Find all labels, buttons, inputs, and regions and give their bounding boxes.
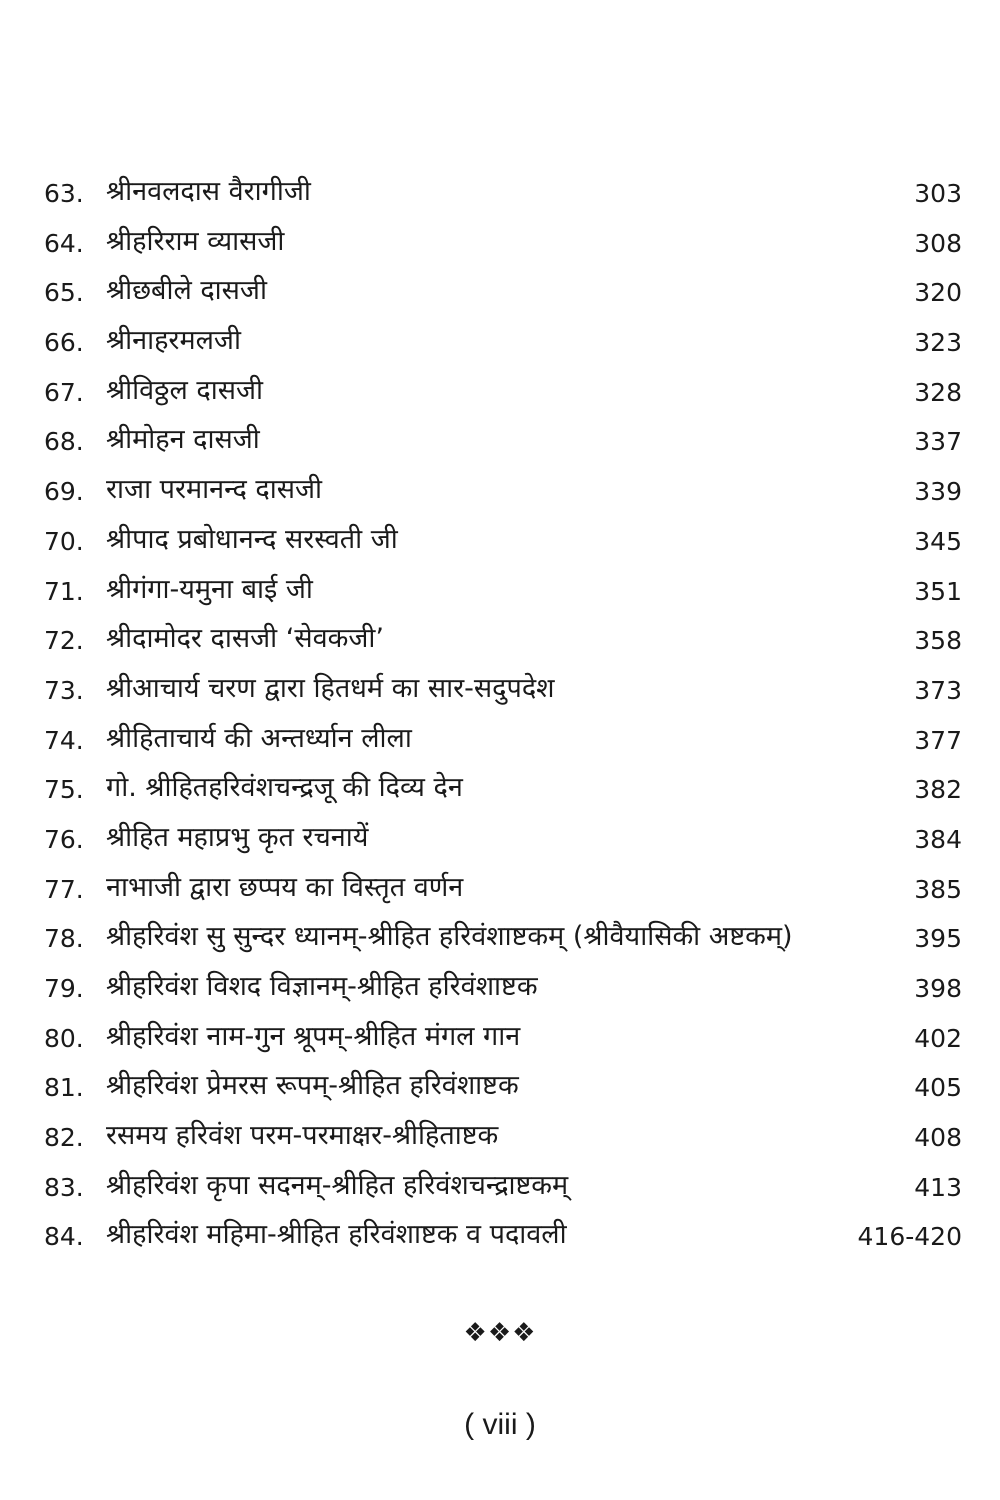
toc-entry-number: 68. [44,427,84,457]
toc-entry [0,768,1000,818]
toc-entry-page: 339 [914,477,962,507]
toc-entry-title: श्रीहरिवंश कृपा सदनम्-श्रीहित हरिवंशचन्द्राष्टकम् [106,1169,569,1201]
toc-entry-page: 308 [914,228,962,258]
toc-entry-page: 337 [914,427,962,457]
toc-entry [0,818,1000,868]
toc-entry-page: 405 [914,1073,962,1103]
toc-entry-title: श्रीहित महाप्रभु कृत रचनायें [106,821,369,853]
toc-entry-title: श्रीहरिवंश प्रेमरस रूपम्-श्रीहित हरिवंशाष्टक [106,1070,519,1102]
toc-entry-number: 69. [44,477,84,507]
toc-entry-number: 64. [44,228,84,258]
toc-entry [0,868,1000,918]
toc-entry-page: 395 [914,924,962,954]
toc-entry [0,520,1000,570]
toc-entry-number: 72. [44,626,84,656]
toc-entry-page: 351 [914,576,962,606]
toc-entry-title: श्रीनाहरमलजी [106,325,241,357]
toc-entry [0,1017,1000,1067]
toc-entry-title: श्रीहरिवंश सु सुन्दर ध्यानम्-श्रीहित हरिवंशाष्टकम् (श्रीवैयासिकी अष्टकम्) [106,921,793,953]
toc-entry-page: 303 [914,179,962,208]
toc-entry-title: श्रीनवलदास वैरागीजी [106,176,311,207]
toc-entry-page: 408 [914,1123,962,1153]
toc-entry-title: श्रीहरिवंश नाम-गुन श्रूपम्-श्रीहित मंगल गान [106,1020,521,1052]
toc-entry-page: 358 [914,626,962,656]
page-number-footer: ( viii ) [464,1408,536,1441]
toc-entry-number: 80. [44,1023,84,1053]
toc-entry-page: 402 [914,1023,962,1053]
toc-entry-number: 75. [44,775,84,805]
toc-entry-title: रसमय हरिवंश परम-परमाक्षर-श्रीहिताष्टक [106,1120,499,1152]
toc-entry-number: 76. [44,824,84,854]
toc-entry-page: 373 [914,675,962,705]
toc-entry [0,719,1000,769]
toc-entry-title: श्रीमोहन दासजी [106,424,260,456]
toc-entry [0,321,1000,371]
toc-entry-page: 416-420 [857,1222,962,1252]
toc-entry [0,1215,1000,1265]
toc-entry-number: 84. [44,1222,84,1252]
toc-entry [0,1116,1000,1166]
toc-entry-number: 83. [44,1172,84,1202]
toc-entry-title: श्रीहिताचार्य की अन्तर्ध्यान लीला [106,722,412,754]
toc-entry [0,222,1000,272]
toc-entry-page: 323 [914,328,962,358]
toc-entry [0,470,1000,520]
toc-entry [0,669,1000,719]
toc-entry-page: 320 [914,278,962,308]
toc-entry [0,967,1000,1017]
toc-entry-page: 345 [914,526,962,556]
toc-entry-number: 78. [44,924,84,954]
toc-entry-number: 73. [44,675,84,705]
toc-entry-title: गो. श्रीहितहरिवंशचन्द्रजू की दिव्य देन [106,772,463,804]
toc-entry [0,570,1000,620]
toc-entry-page: 413 [914,1172,962,1202]
toc-entry-title: राजा परमानन्द दासजी [106,474,323,506]
table-of-contents [0,172,1000,1265]
toc-entry [0,371,1000,421]
toc-entry [0,619,1000,669]
toc-entry-title: श्रीहरिवंश महिमा-श्रीहित हरिवंशाष्टक व पदावली [106,1219,567,1251]
toc-entry-title: श्रीआचार्य चरण द्वारा हितधर्म का सार-सदुपदेश [106,672,555,704]
toc-entry-number: 81. [44,1073,84,1103]
toc-entry-number: 65. [44,278,84,308]
toc-entry-number: 79. [44,974,84,1003]
toc-entry-page: 385 [914,874,962,904]
toc-entry-title: नाभाजी द्वारा छप्पय का विस्तृत वर्णन [106,871,464,903]
toc-entry-title: श्रीहरिराम व्यासजी [106,225,285,257]
toc-entry [0,1066,1000,1116]
toc-entry [0,917,1000,967]
toc-entry-title: श्रीदामोदर दासजी ‘सेवकजी’ [106,623,384,655]
toc-entry-page: 328 [914,377,962,407]
toc-entry-title: श्रीपाद प्रबोधानन्द सरस्वती जी [106,523,398,555]
toc-entry-page: 377 [914,725,962,755]
toc-entry-number: 70. [44,526,84,556]
toc-entry-title: श्रीविठ्ठल दासजी [106,374,264,406]
toc-entry-number: 66. [44,328,84,358]
toc-entry [0,172,1000,222]
toc-entry-number: 74. [44,725,84,755]
toc-entry-title: श्रीगंगा-यमुना बाई जी [106,573,313,605]
toc-entry-number: 82. [44,1123,84,1153]
ornament-divider: ❖❖❖ [463,1318,537,1348]
toc-entry-title: श्रीहरिवंश विशद विज्ञानम्-श्रीहित हरिवंशाष्टक [106,971,538,1002]
toc-entry-title: श्रीछबीले दासजी [106,275,267,307]
toc-entry [0,420,1000,470]
toc-entry-page: 382 [914,775,962,805]
toc-entry-number: 71. [44,576,84,606]
toc-entry [0,271,1000,321]
toc-entry [0,1166,1000,1216]
toc-entry-number: 67. [44,377,84,407]
toc-entry-page: 398 [914,974,962,1003]
toc-entry-page: 384 [914,824,962,854]
toc-entry-number: 63. [44,179,84,208]
toc-entry-number: 77. [44,874,84,904]
